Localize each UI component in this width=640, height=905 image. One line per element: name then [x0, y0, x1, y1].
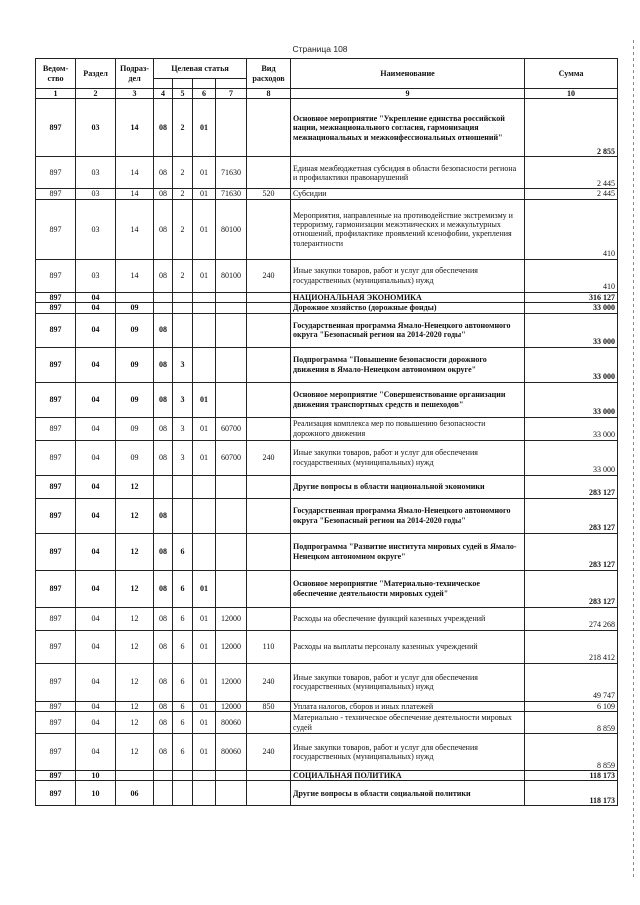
cell-celevaya-4: 80060	[216, 734, 247, 771]
table-row	[36, 712, 618, 734]
cell-naimenovanie: Единая межбюджетная субсидия в области безопасности региона и профилактики правонарушений	[291, 157, 525, 189]
cell-celevaya-3: 01	[193, 570, 216, 607]
cell-naimenovanie: Другие вопросы в области социальной политики	[291, 781, 525, 806]
column-index: 2	[76, 89, 116, 99]
table-row	[36, 292, 618, 302]
cell-celevaya-3	[193, 303, 216, 313]
cell-podrazdel: 12	[116, 630, 154, 663]
cell-celevaya-2: 6	[173, 607, 193, 630]
cell-celevaya-1: 08	[154, 440, 173, 475]
cell-vedomstvo: 897	[36, 771, 76, 781]
cell-vedomstvo: 897	[36, 189, 76, 199]
cell-podrazdel: 09	[116, 440, 154, 475]
cell-razdel: 03	[76, 189, 116, 199]
column-index: 10	[525, 89, 618, 99]
table-row	[36, 607, 618, 630]
cell-summa: 33 000	[525, 382, 618, 417]
cell-razdel: 04	[76, 734, 116, 771]
cell-celevaya-3	[193, 292, 216, 302]
cell-podrazdel: 12	[116, 712, 154, 734]
table-row	[36, 99, 618, 157]
cell-celevaya-4	[216, 771, 247, 781]
cell-celevaya-2: 2	[173, 259, 193, 292]
table-row	[36, 382, 618, 417]
cell-naimenovanie: Иные закупки товаров, работ и услуг для обеспечения государственных (муниципальных) нужд	[291, 440, 525, 475]
cell-podrazdel: 12	[116, 734, 154, 771]
header-celevaya-sub	[173, 79, 193, 89]
cell-vid-rashodov	[247, 712, 291, 734]
cell-celevaya-1: 08	[154, 498, 173, 533]
cell-vid-rashodov	[247, 570, 291, 607]
cell-razdel: 04	[76, 607, 116, 630]
cell-vedomstvo: 897	[36, 781, 76, 806]
cell-naimenovanie: НАЦИОНАЛЬНАЯ ЭКОНОМИКА	[291, 292, 525, 302]
cell-naimenovanie: Иные закупки товаров, работ и услуг для обеспечения государственных (муниципальных) нужд	[291, 259, 525, 292]
column-index: 9	[291, 89, 525, 99]
cell-celevaya-4: 12000	[216, 701, 247, 711]
cell-celevaya-1: 08	[154, 734, 173, 771]
table-row	[36, 259, 618, 292]
header-celevaya-sub	[193, 79, 216, 89]
cell-celevaya-1: 08	[154, 570, 173, 607]
cell-summa: 283 127	[525, 533, 618, 570]
cell-vid-rashodov	[247, 771, 291, 781]
cell-razdel: 03	[76, 99, 116, 157]
cell-celevaya-1: 08	[154, 99, 173, 157]
cell-naimenovanie: Государственная программа Ямало-Ненецкого автономного округа "Безопасный регион на 2014-2020 годы"	[291, 498, 525, 533]
cell-celevaya-3	[193, 781, 216, 806]
cell-naimenovanie: Иные закупки товаров, работ и услуг для обеспечения государственных (муниципальных) нужд	[291, 663, 525, 701]
cell-naimenovanie: Другие вопросы в области национальной экономики	[291, 475, 525, 498]
cell-razdel: 04	[76, 292, 116, 302]
cell-vid-rashodov	[247, 382, 291, 417]
cell-celevaya-3: 01	[193, 199, 216, 259]
cell-celevaya-4	[216, 347, 247, 382]
cell-celevaya-1: 08	[154, 347, 173, 382]
column-index: 3	[116, 89, 154, 99]
cell-naimenovanie: Основное мероприятие "Укрепление единства российской нации, межнационального согласия, гармонизация межнациональных и межконфессиональных отношений"	[291, 99, 525, 157]
cell-vid-rashodov: 240	[247, 734, 291, 771]
table-header	[36, 59, 618, 99]
cell-celevaya-4: 12000	[216, 630, 247, 663]
cell-summa: 2 445	[525, 189, 618, 199]
cell-naimenovanie: Основное мероприятие "Совершенствование организации движения транспортных средств и пешеходов"	[291, 382, 525, 417]
page-header: Страница 108	[292, 44, 348, 54]
table-row	[36, 498, 618, 533]
cell-celevaya-3	[193, 498, 216, 533]
cell-celevaya-1: 08	[154, 189, 173, 199]
cell-celevaya-3: 01	[193, 189, 216, 199]
cell-celevaya-1: 08	[154, 157, 173, 189]
cell-naimenovanie: Подпрограмма "Развитие института мировых судей в Ямало-Ненецком автономном округе"	[291, 533, 525, 570]
cell-celevaya-4	[216, 292, 247, 302]
cell-vid-rashodov	[247, 347, 291, 382]
cell-celevaya-1	[154, 292, 173, 302]
cell-celevaya-2	[173, 498, 193, 533]
cell-celevaya-4: 80100	[216, 259, 247, 292]
header-summa: Сумма	[525, 59, 618, 89]
table-row	[36, 630, 618, 663]
cell-podrazdel: 14	[116, 157, 154, 189]
cell-razdel: 04	[76, 347, 116, 382]
table-body	[36, 99, 618, 806]
cell-razdel: 04	[76, 498, 116, 533]
cell-celevaya-4	[216, 99, 247, 157]
cell-razdel: 03	[76, 199, 116, 259]
cell-summa: 118 173	[525, 781, 618, 806]
cell-summa: 283 127	[525, 498, 618, 533]
cell-naimenovanie: Уплата налогов, сборов и иных платежей	[291, 701, 525, 711]
header-celevaya-statya: Целевая статья	[154, 59, 247, 79]
cell-celevaya-1: 08	[154, 607, 173, 630]
table-row	[36, 199, 618, 259]
cell-naimenovanie: Реализация комплекса мер по повышению безопасности дорожного движения	[291, 417, 525, 440]
cell-razdel: 04	[76, 313, 116, 347]
cell-celevaya-1: 08	[154, 259, 173, 292]
cell-podrazdel: 14	[116, 259, 154, 292]
cell-summa: 49 747	[525, 663, 618, 701]
cell-podrazdel: 12	[116, 663, 154, 701]
cell-celevaya-2: 2	[173, 99, 193, 157]
cell-razdel: 04	[76, 533, 116, 570]
cell-vedomstvo: 897	[36, 663, 76, 701]
cell-razdel: 04	[76, 417, 116, 440]
cell-celevaya-2: 2	[173, 199, 193, 259]
cell-celevaya-2: 6	[173, 712, 193, 734]
table-row	[36, 533, 618, 570]
cell-celevaya-1: 08	[154, 313, 173, 347]
cell-naimenovanie: Субсидии	[291, 189, 525, 199]
cell-summa: 2 445	[525, 157, 618, 189]
cell-vid-rashodov	[247, 417, 291, 440]
cell-celevaya-2	[173, 771, 193, 781]
cell-summa: 118 173	[525, 771, 618, 781]
cell-celevaya-3: 01	[193, 157, 216, 189]
table-row	[36, 440, 618, 475]
header-naimenovanie: Наименование	[291, 59, 525, 89]
cell-celevaya-2: 6	[173, 701, 193, 711]
cell-celevaya-1: 08	[154, 630, 173, 663]
cell-razdel: 04	[76, 382, 116, 417]
cell-celevaya-1: 08	[154, 199, 173, 259]
cell-vid-rashodov	[247, 498, 291, 533]
cell-summa: 283 127	[525, 475, 618, 498]
column-index: 5	[173, 89, 193, 99]
cell-podrazdel: 12	[116, 570, 154, 607]
cell-podrazdel: 12	[116, 607, 154, 630]
header-celevaya-sub	[216, 79, 247, 89]
cell-naimenovanie: Расходы на выплаты персоналу казенных учреждений	[291, 630, 525, 663]
cell-podrazdel	[116, 771, 154, 781]
cell-vedomstvo: 897	[36, 498, 76, 533]
cell-celevaya-2: 6	[173, 570, 193, 607]
cell-naimenovanie: Мероприятия, направленные на противодействие экстремизму и терроризму, гармонизации межэтнических и межкультурных отношений, профилактике проявлений ксенофобии, укрепления толерантности	[291, 199, 525, 259]
cell-vedomstvo: 897	[36, 630, 76, 663]
cell-podrazdel: 12	[116, 498, 154, 533]
table-row	[36, 771, 618, 781]
cell-celevaya-1: 08	[154, 417, 173, 440]
cell-naimenovanie: Расходы на обеспечение функций казенных учреждений	[291, 607, 525, 630]
cell-celevaya-2: 6	[173, 630, 193, 663]
cell-celevaya-3: 01	[193, 440, 216, 475]
cell-vid-rashodov	[247, 99, 291, 157]
cell-vedomstvo: 897	[36, 292, 76, 302]
cell-celevaya-3: 01	[193, 99, 216, 157]
column-index: 8	[247, 89, 291, 99]
cell-vid-rashodov	[247, 475, 291, 498]
cell-naimenovanie: Иные закупки товаров, работ и услуг для обеспечения государственных (муниципальных) нужд	[291, 734, 525, 771]
cell-razdel: 04	[76, 663, 116, 701]
cell-vedomstvo: 897	[36, 440, 76, 475]
cell-celevaya-3	[193, 533, 216, 570]
cell-celevaya-4: 60700	[216, 440, 247, 475]
column-index: 1	[36, 89, 76, 99]
budget-table	[35, 58, 618, 806]
cell-razdel: 03	[76, 157, 116, 189]
cell-celevaya-4	[216, 382, 247, 417]
cell-vid-rashodov	[247, 303, 291, 313]
cell-razdel: 03	[76, 259, 116, 292]
cell-celevaya-3	[193, 771, 216, 781]
cell-celevaya-2	[173, 781, 193, 806]
cell-celevaya-2: 6	[173, 734, 193, 771]
cell-naimenovanie: Основное мероприятие "Материально-техническое обеспечение деятельности мировых судей"	[291, 570, 525, 607]
cell-vid-rashodov: 240	[247, 259, 291, 292]
cell-celevaya-3: 01	[193, 701, 216, 711]
table-row	[36, 303, 618, 313]
cell-celevaya-1	[154, 781, 173, 806]
cell-celevaya-3	[193, 313, 216, 347]
cell-vid-rashodov: 240	[247, 440, 291, 475]
cell-vedomstvo: 897	[36, 701, 76, 711]
column-index: 4	[154, 89, 173, 99]
cell-celevaya-3	[193, 347, 216, 382]
cell-celevaya-4: 12000	[216, 607, 247, 630]
cell-summa: 33 000	[525, 313, 618, 347]
cell-vedomstvo: 897	[36, 712, 76, 734]
cell-celevaya-4: 71630	[216, 157, 247, 189]
cell-celevaya-4: 71630	[216, 189, 247, 199]
header-vedomstvo: Ведом- ство	[36, 59, 76, 89]
cell-summa: 33 000	[525, 303, 618, 313]
page-edge-marks	[633, 40, 634, 880]
cell-vid-rashodov	[247, 607, 291, 630]
cell-summa: 283 127	[525, 570, 618, 607]
cell-razdel: 04	[76, 303, 116, 313]
cell-podrazdel: 09	[116, 382, 154, 417]
cell-vid-rashodov	[247, 533, 291, 570]
cell-summa: 274 268	[525, 607, 618, 630]
table-row	[36, 417, 618, 440]
header-vid-rashodov: Вид расходов	[247, 59, 291, 89]
cell-celevaya-2: 6	[173, 663, 193, 701]
cell-celevaya-4: 80060	[216, 712, 247, 734]
cell-celevaya-2: 3	[173, 382, 193, 417]
cell-celevaya-2: 3	[173, 347, 193, 382]
cell-naimenovanie: Подпрограмма "Повышение безопасности дорожного движения в Ямало-Ненецком автономном округе"	[291, 347, 525, 382]
cell-vedomstvo: 897	[36, 199, 76, 259]
cell-razdel: 04	[76, 630, 116, 663]
cell-celevaya-4	[216, 303, 247, 313]
cell-celevaya-2	[173, 313, 193, 347]
cell-podrazdel: 14	[116, 199, 154, 259]
cell-podrazdel: 14	[116, 189, 154, 199]
cell-celevaya-1: 08	[154, 533, 173, 570]
header-razdel: Раздел	[76, 59, 116, 89]
cell-vid-rashodov	[247, 781, 291, 806]
cell-celevaya-2: 2	[173, 189, 193, 199]
cell-celevaya-3: 01	[193, 259, 216, 292]
cell-podrazdel: 14	[116, 99, 154, 157]
table-row	[36, 781, 618, 806]
cell-summa: 33 000	[525, 417, 618, 440]
cell-celevaya-1: 08	[154, 382, 173, 417]
cell-razdel: 04	[76, 701, 116, 711]
header-celevaya-sub	[154, 79, 173, 89]
cell-vid-rashodov: 850	[247, 701, 291, 711]
cell-celevaya-1	[154, 475, 173, 498]
table-row	[36, 570, 618, 607]
cell-summa: 316 127	[525, 292, 618, 302]
cell-vid-rashodov: 520	[247, 189, 291, 199]
cell-celevaya-3: 01	[193, 734, 216, 771]
cell-celevaya-4: 60700	[216, 417, 247, 440]
cell-celevaya-3: 01	[193, 382, 216, 417]
cell-summa: 410	[525, 199, 618, 259]
table-row	[36, 347, 618, 382]
cell-summa: 2 855	[525, 99, 618, 157]
cell-razdel: 04	[76, 712, 116, 734]
cell-vedomstvo: 897	[36, 533, 76, 570]
cell-vid-rashodov: 240	[247, 663, 291, 701]
cell-celevaya-3: 01	[193, 417, 216, 440]
cell-celevaya-3: 01	[193, 630, 216, 663]
table-row	[36, 313, 618, 347]
cell-celevaya-4	[216, 498, 247, 533]
cell-podrazdel	[116, 292, 154, 302]
cell-podrazdel: 09	[116, 347, 154, 382]
cell-celevaya-3	[193, 475, 216, 498]
table-row	[36, 701, 618, 711]
cell-celevaya-3: 01	[193, 607, 216, 630]
cell-naimenovanie: СОЦИАЛЬНАЯ ПОЛИТИКА	[291, 771, 525, 781]
cell-celevaya-2: 6	[173, 533, 193, 570]
cell-naimenovanie: Материально - техническое обеспечение деятельности мировых судей	[291, 712, 525, 734]
cell-podrazdel: 09	[116, 417, 154, 440]
cell-celevaya-1	[154, 303, 173, 313]
budget-table-container	[35, 58, 617, 806]
cell-celevaya-4: 12000	[216, 663, 247, 701]
cell-naimenovanie: Дорожное хозяйство (дорожные фонды)	[291, 303, 525, 313]
cell-summa: 33 000	[525, 440, 618, 475]
cell-vedomstvo: 897	[36, 734, 76, 771]
cell-razdel: 04	[76, 440, 116, 475]
cell-celevaya-1: 08	[154, 663, 173, 701]
cell-vedomstvo: 897	[36, 99, 76, 157]
cell-summa: 410	[525, 259, 618, 292]
cell-podrazdel: 09	[116, 313, 154, 347]
cell-celevaya-3: 01	[193, 712, 216, 734]
cell-vedomstvo: 897	[36, 417, 76, 440]
cell-vedomstvo: 897	[36, 259, 76, 292]
cell-celevaya-4	[216, 570, 247, 607]
cell-naimenovanie: Государственная программа Ямало-Ненецкого автономного округа "Безопасный регион на 2014-2020 годы"	[291, 313, 525, 347]
cell-celevaya-1: 08	[154, 712, 173, 734]
table-row	[36, 734, 618, 771]
cell-vedomstvo: 897	[36, 475, 76, 498]
cell-vid-rashodov	[247, 157, 291, 189]
column-index-row	[36, 89, 618, 99]
cell-vedomstvo: 897	[36, 382, 76, 417]
cell-celevaya-2: 2	[173, 157, 193, 189]
cell-razdel: 04	[76, 475, 116, 498]
table-row	[36, 475, 618, 498]
cell-vedomstvo: 897	[36, 570, 76, 607]
cell-podrazdel: 12	[116, 701, 154, 711]
table-row	[36, 663, 618, 701]
cell-celevaya-2	[173, 303, 193, 313]
cell-vid-rashodov	[247, 199, 291, 259]
cell-celevaya-4	[216, 313, 247, 347]
cell-summa: 218 412	[525, 630, 618, 663]
cell-razdel: 10	[76, 771, 116, 781]
table-row	[36, 189, 618, 199]
cell-summa: 6 109	[525, 701, 618, 711]
cell-celevaya-4	[216, 781, 247, 806]
column-index: 6	[193, 89, 216, 99]
cell-podrazdel: 12	[116, 475, 154, 498]
cell-vid-rashodov: 110	[247, 630, 291, 663]
cell-podrazdel: 12	[116, 533, 154, 570]
cell-celevaya-2: 3	[173, 417, 193, 440]
cell-vedomstvo: 897	[36, 157, 76, 189]
cell-celevaya-2	[173, 475, 193, 498]
column-index: 7	[216, 89, 247, 99]
cell-vedomstvo: 897	[36, 313, 76, 347]
cell-celevaya-2	[173, 292, 193, 302]
cell-celevaya-4	[216, 475, 247, 498]
cell-vid-rashodov	[247, 292, 291, 302]
cell-celevaya-3: 01	[193, 663, 216, 701]
cell-celevaya-4: 80100	[216, 199, 247, 259]
cell-podrazdel: 09	[116, 303, 154, 313]
cell-summa: 33 000	[525, 347, 618, 382]
cell-celevaya-4	[216, 533, 247, 570]
cell-celevaya-2: 3	[173, 440, 193, 475]
cell-podrazdel: 06	[116, 781, 154, 806]
cell-vedomstvo: 897	[36, 347, 76, 382]
cell-razdel: 04	[76, 570, 116, 607]
cell-celevaya-1: 08	[154, 701, 173, 711]
cell-vedomstvo: 897	[36, 303, 76, 313]
cell-celevaya-1	[154, 771, 173, 781]
header-podrazdel: Подраз- дел	[116, 59, 154, 89]
cell-razdel: 10	[76, 781, 116, 806]
cell-vid-rashodov	[247, 313, 291, 347]
cell-summa: 8 859	[525, 712, 618, 734]
table-row	[36, 157, 618, 189]
cell-summa: 8 859	[525, 734, 618, 771]
cell-vedomstvo: 897	[36, 607, 76, 630]
